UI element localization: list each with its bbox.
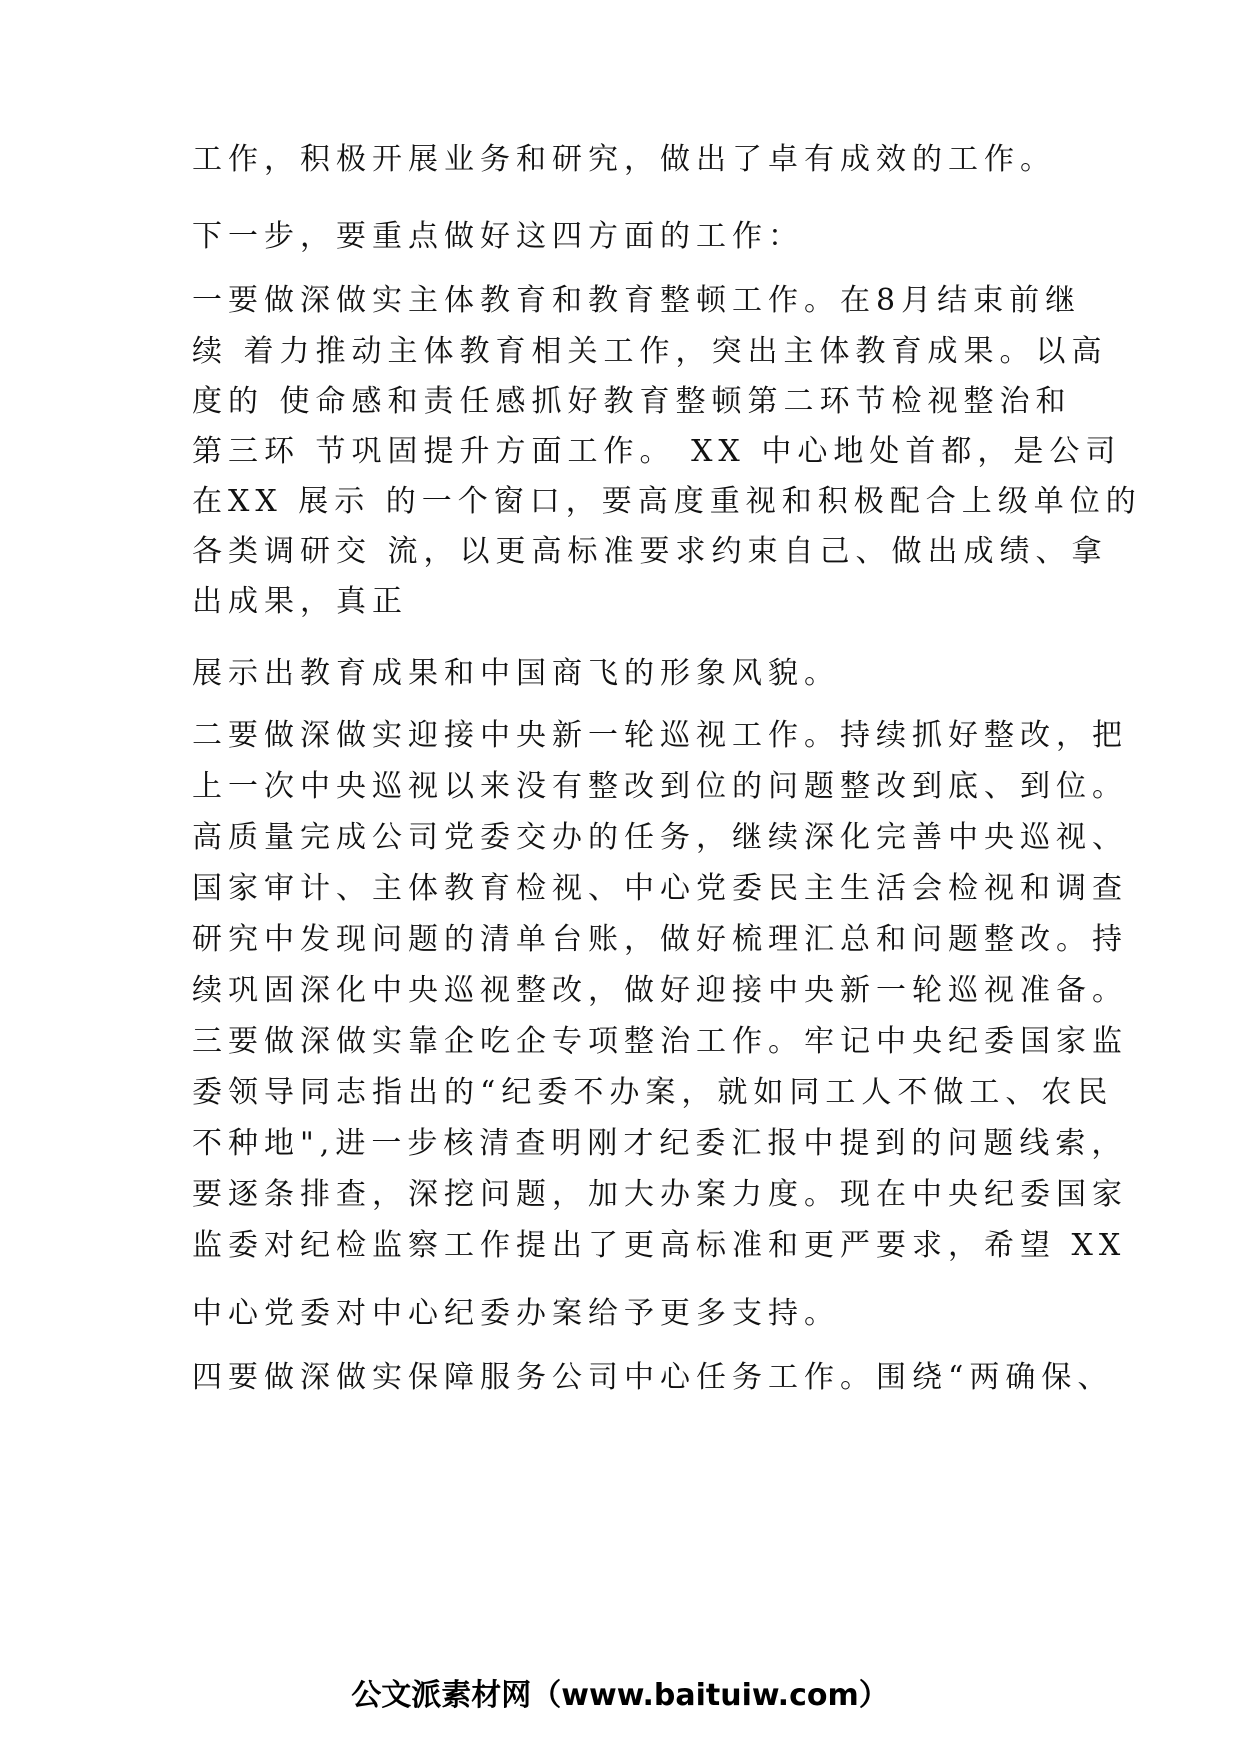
text-line: 高质量完成公司党委交办的任务，继续深化完善中央巡视、 (192, 820, 1128, 855)
text-line: 不种地",进一步核清查明刚才纪委汇报中提到的问题线索， (192, 1126, 1128, 1161)
text-line: 第三环 节巩固提升方面工作。 XX 中心地处首都，是公司 (192, 434, 1122, 469)
text-line: 监委对纪检监察工作提出了更高标准和更严要求，希望 XX (192, 1228, 1127, 1263)
text-line: 一要做深做实主体教育和教育整顿工作。在8月结束前继 (192, 283, 1082, 318)
text-line: 三要做深做实靠企吃企专项整治工作。牢记中央纪委国家监 (192, 1024, 1128, 1059)
text-line: 中心党委对中心纪委办案给予更多支持。 (192, 1296, 840, 1331)
text-line: 要逐条排查，深挖问题，加大办案力度。现在中央纪委国家 (192, 1177, 1128, 1212)
text-line: 四要做深做实保障服务公司中心任务工作。围绕“两确保、 (192, 1360, 1114, 1395)
text-line: 委领导同志指出的“纪委不办案，就如同工人不做工、农民 (192, 1075, 1114, 1110)
footer-watermark: 公文派素材网（www.baituiw.com） (351, 1678, 889, 1713)
text-line: 国家审计、主体教育检视、中心党委民主生活会检视和调查 (192, 871, 1128, 906)
text-line: 出成果，真正 (192, 584, 408, 619)
text-line: 下一步，要重点做好这四方面的工作： (192, 219, 804, 254)
text-line: 研究中发现问题的清单台账，做好梳理汇总和问题整改。持 (192, 922, 1128, 957)
text-line: 度的 使命感和责任感抓好教育整顿第二环节检视整治和 (192, 384, 1072, 419)
text-line: 展示出教育成果和中国商飞的形象风貌。 (192, 656, 840, 691)
text-line: 工作，积极开展业务和研究，做出了卓有成效的工作。 (192, 142, 1056, 177)
text-line: 续 着力推动主体教育相关工作，突出主体教育成果。以高 (192, 334, 1108, 369)
text-line: 上一次中央巡视以来没有整改到位的问题整改到底、到位。 (192, 769, 1128, 804)
text-line: 续巩固深化中央巡视整改，做好迎接中央新一轮巡视准备。 (192, 973, 1128, 1008)
text-line: 在XX 展示 的一个窗口，要高度重视和积极配合上级单位的 (192, 484, 1142, 519)
text-line: 各类调研交 流，以更高标准要求约束自己、做出成绩、拿 (192, 534, 1108, 569)
text-line: 二要做深做实迎接中央新一轮巡视工作。持续抓好整改，把 (192, 718, 1128, 753)
